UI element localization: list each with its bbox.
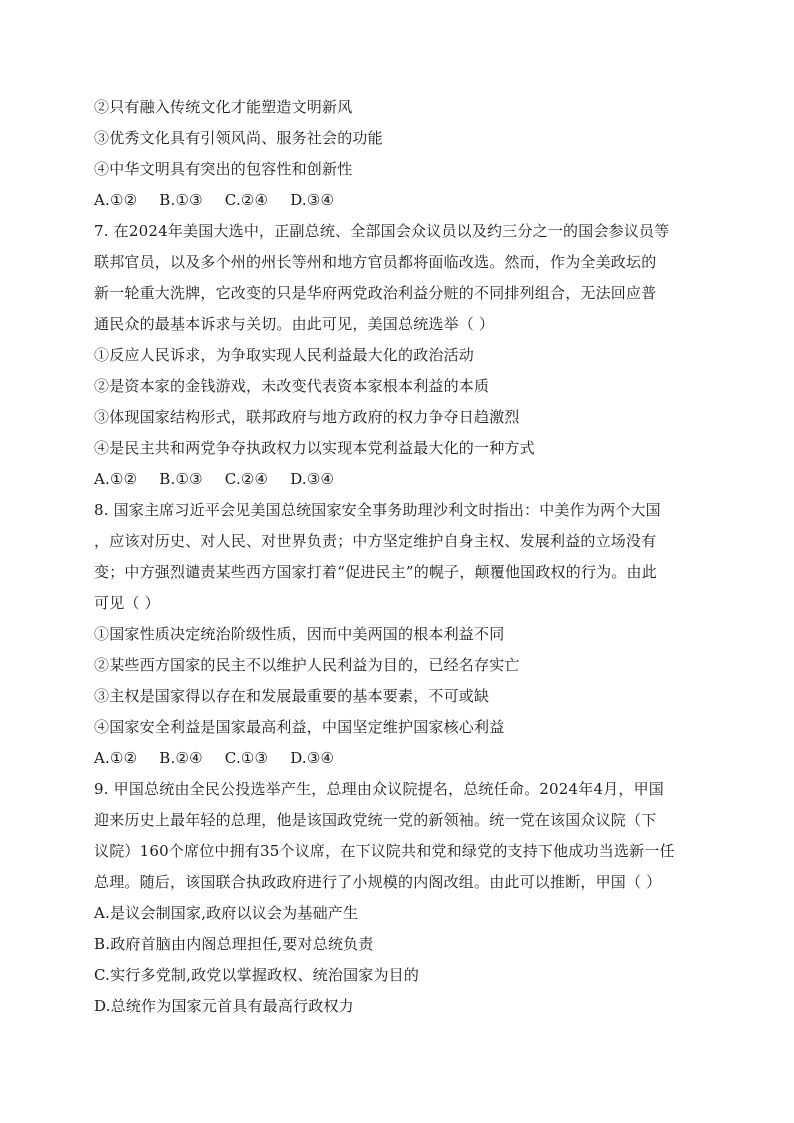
q6-option-b: B.①③ bbox=[159, 191, 203, 209]
q8-item-3: ③主权是国家得以存在和发展最重要的基本要素，不可或缺 bbox=[94, 687, 490, 705]
q9-stem-line: 迎来历史上最年轻的总理，他是该国政党统一党的新领袖。统一党在该国众议院（下 bbox=[94, 811, 657, 829]
q7-options bbox=[94, 464, 706, 495]
q8-option-b: B.②④ bbox=[159, 749, 203, 767]
q8-item-4: ④国家安全利益是国家最高利益，中国坚定维护国家核心利益 bbox=[94, 718, 505, 736]
q8-item-2: ②某些西方国家的民主不以维护人民利益为目的，已经名存实亡 bbox=[94, 656, 520, 674]
q7-stem-line: 新一轮重大洗牌，它改变的只是华府两党政治利益分赃的不同排列组合，无法回应普 bbox=[94, 284, 657, 302]
question-6 bbox=[94, 92, 706, 216]
q8-item-1: ①国家性质决定统治阶级性质，因而中美两国的根本利益不同 bbox=[94, 625, 505, 643]
q8-option-d: D.③④ bbox=[290, 749, 335, 767]
q6-item-4: ④中华文明具有突出的包容性和创新性 bbox=[94, 160, 353, 178]
q6-option-d: D.③④ bbox=[290, 191, 335, 209]
q8-option-a: A.①② bbox=[94, 749, 138, 767]
q7-stem-line: 通民众的最基本诉求与关切。由此可见，美国总统选举（ ） bbox=[94, 315, 495, 333]
q8-stem-line: 可见（ ） bbox=[94, 594, 160, 612]
q9-stem-line: 总理。随后，该国联合执政政府进行了小规模的内阁改组。由此可以推断，甲国（ ） bbox=[94, 873, 662, 891]
q9-choice-a: A.是议会制国家,政府以议会为基础产生 bbox=[94, 904, 359, 922]
q6-item-2: ②只有融入传统文化才能塑造文明新风 bbox=[94, 98, 353, 116]
q6-option-c: C.②④ bbox=[224, 191, 269, 209]
q8-option-c: C.①③ bbox=[224, 749, 269, 767]
q7-item-4: ④是民主共和两党争夺执政权力以实现本党利益最大化的一种方式 bbox=[94, 439, 535, 457]
q8-stem-line: 变；中方强烈谴责某些西方国家打着“促进民主”的幌子，颠覆他国政权的行为。由此 bbox=[94, 563, 657, 581]
q8-options bbox=[94, 743, 706, 774]
q7-item-2: ②是资本家的金钱游戏，未改变代表资本家根本利益的本质 bbox=[94, 377, 490, 395]
q9-choice-d: D.总统作为国家元首具有最高行政权力 bbox=[94, 997, 354, 1015]
q6-options bbox=[94, 185, 706, 216]
q7-item-3: ③体现国家结构形式，联邦政府与地方政府的权力争夺日趋激烈 bbox=[94, 408, 520, 426]
q7-option-c: C.②④ bbox=[224, 470, 269, 488]
q9-stem-line: 9. 甲国总统由全民公投选举产生，总理由众议院提名，总统任命。2024年4月，甲国 bbox=[94, 780, 665, 798]
q7-option-b: B.①③ bbox=[159, 470, 203, 488]
question-9 bbox=[94, 774, 706, 1022]
question-8 bbox=[94, 495, 706, 774]
q6-item-3: ③优秀文化具有引领风尚、服务社会的功能 bbox=[94, 129, 383, 147]
q7-option-d: D.③④ bbox=[290, 470, 335, 488]
q9-choice-c: C.实行多党制,政党以掌握政权、统治国家为目的 bbox=[94, 966, 420, 984]
document-content bbox=[94, 92, 706, 1022]
q7-stem-line: 7. 在2024年美国大选中，正副总统、全部国会众议员以及约三分之一的国会参议员等 bbox=[94, 222, 670, 240]
q7-option-a: A.①② bbox=[94, 470, 138, 488]
q9-choice-b: B.政府首脑由内阁总理担任,要对总统负责 bbox=[94, 935, 374, 953]
q7-item-1: ①反应人民诉求，为争取实现人民利益最大化的政治活动 bbox=[94, 346, 475, 364]
q9-stem-line: 议院）160个席位中拥有35个议席，在下议院共和党和绿党的支持下他成功当选新一任 bbox=[94, 842, 675, 860]
question-7 bbox=[94, 216, 706, 495]
q8-stem-line: ，应该对历史、对人民、对世界负责；中方坚定维护自身主权、发展利益的立场没有 bbox=[94, 532, 657, 550]
q7-stem-line: 联邦官员，以及多个州的州长等州和地方官员都将面临改选。然而，作为全美政坛的 bbox=[94, 253, 657, 271]
q8-stem-line: 8. 国家主席习近平会见美国总统国家安全事务助理沙利文时指出：中美作为两个大国 bbox=[94, 501, 661, 519]
q6-option-a: A.①② bbox=[94, 191, 138, 209]
